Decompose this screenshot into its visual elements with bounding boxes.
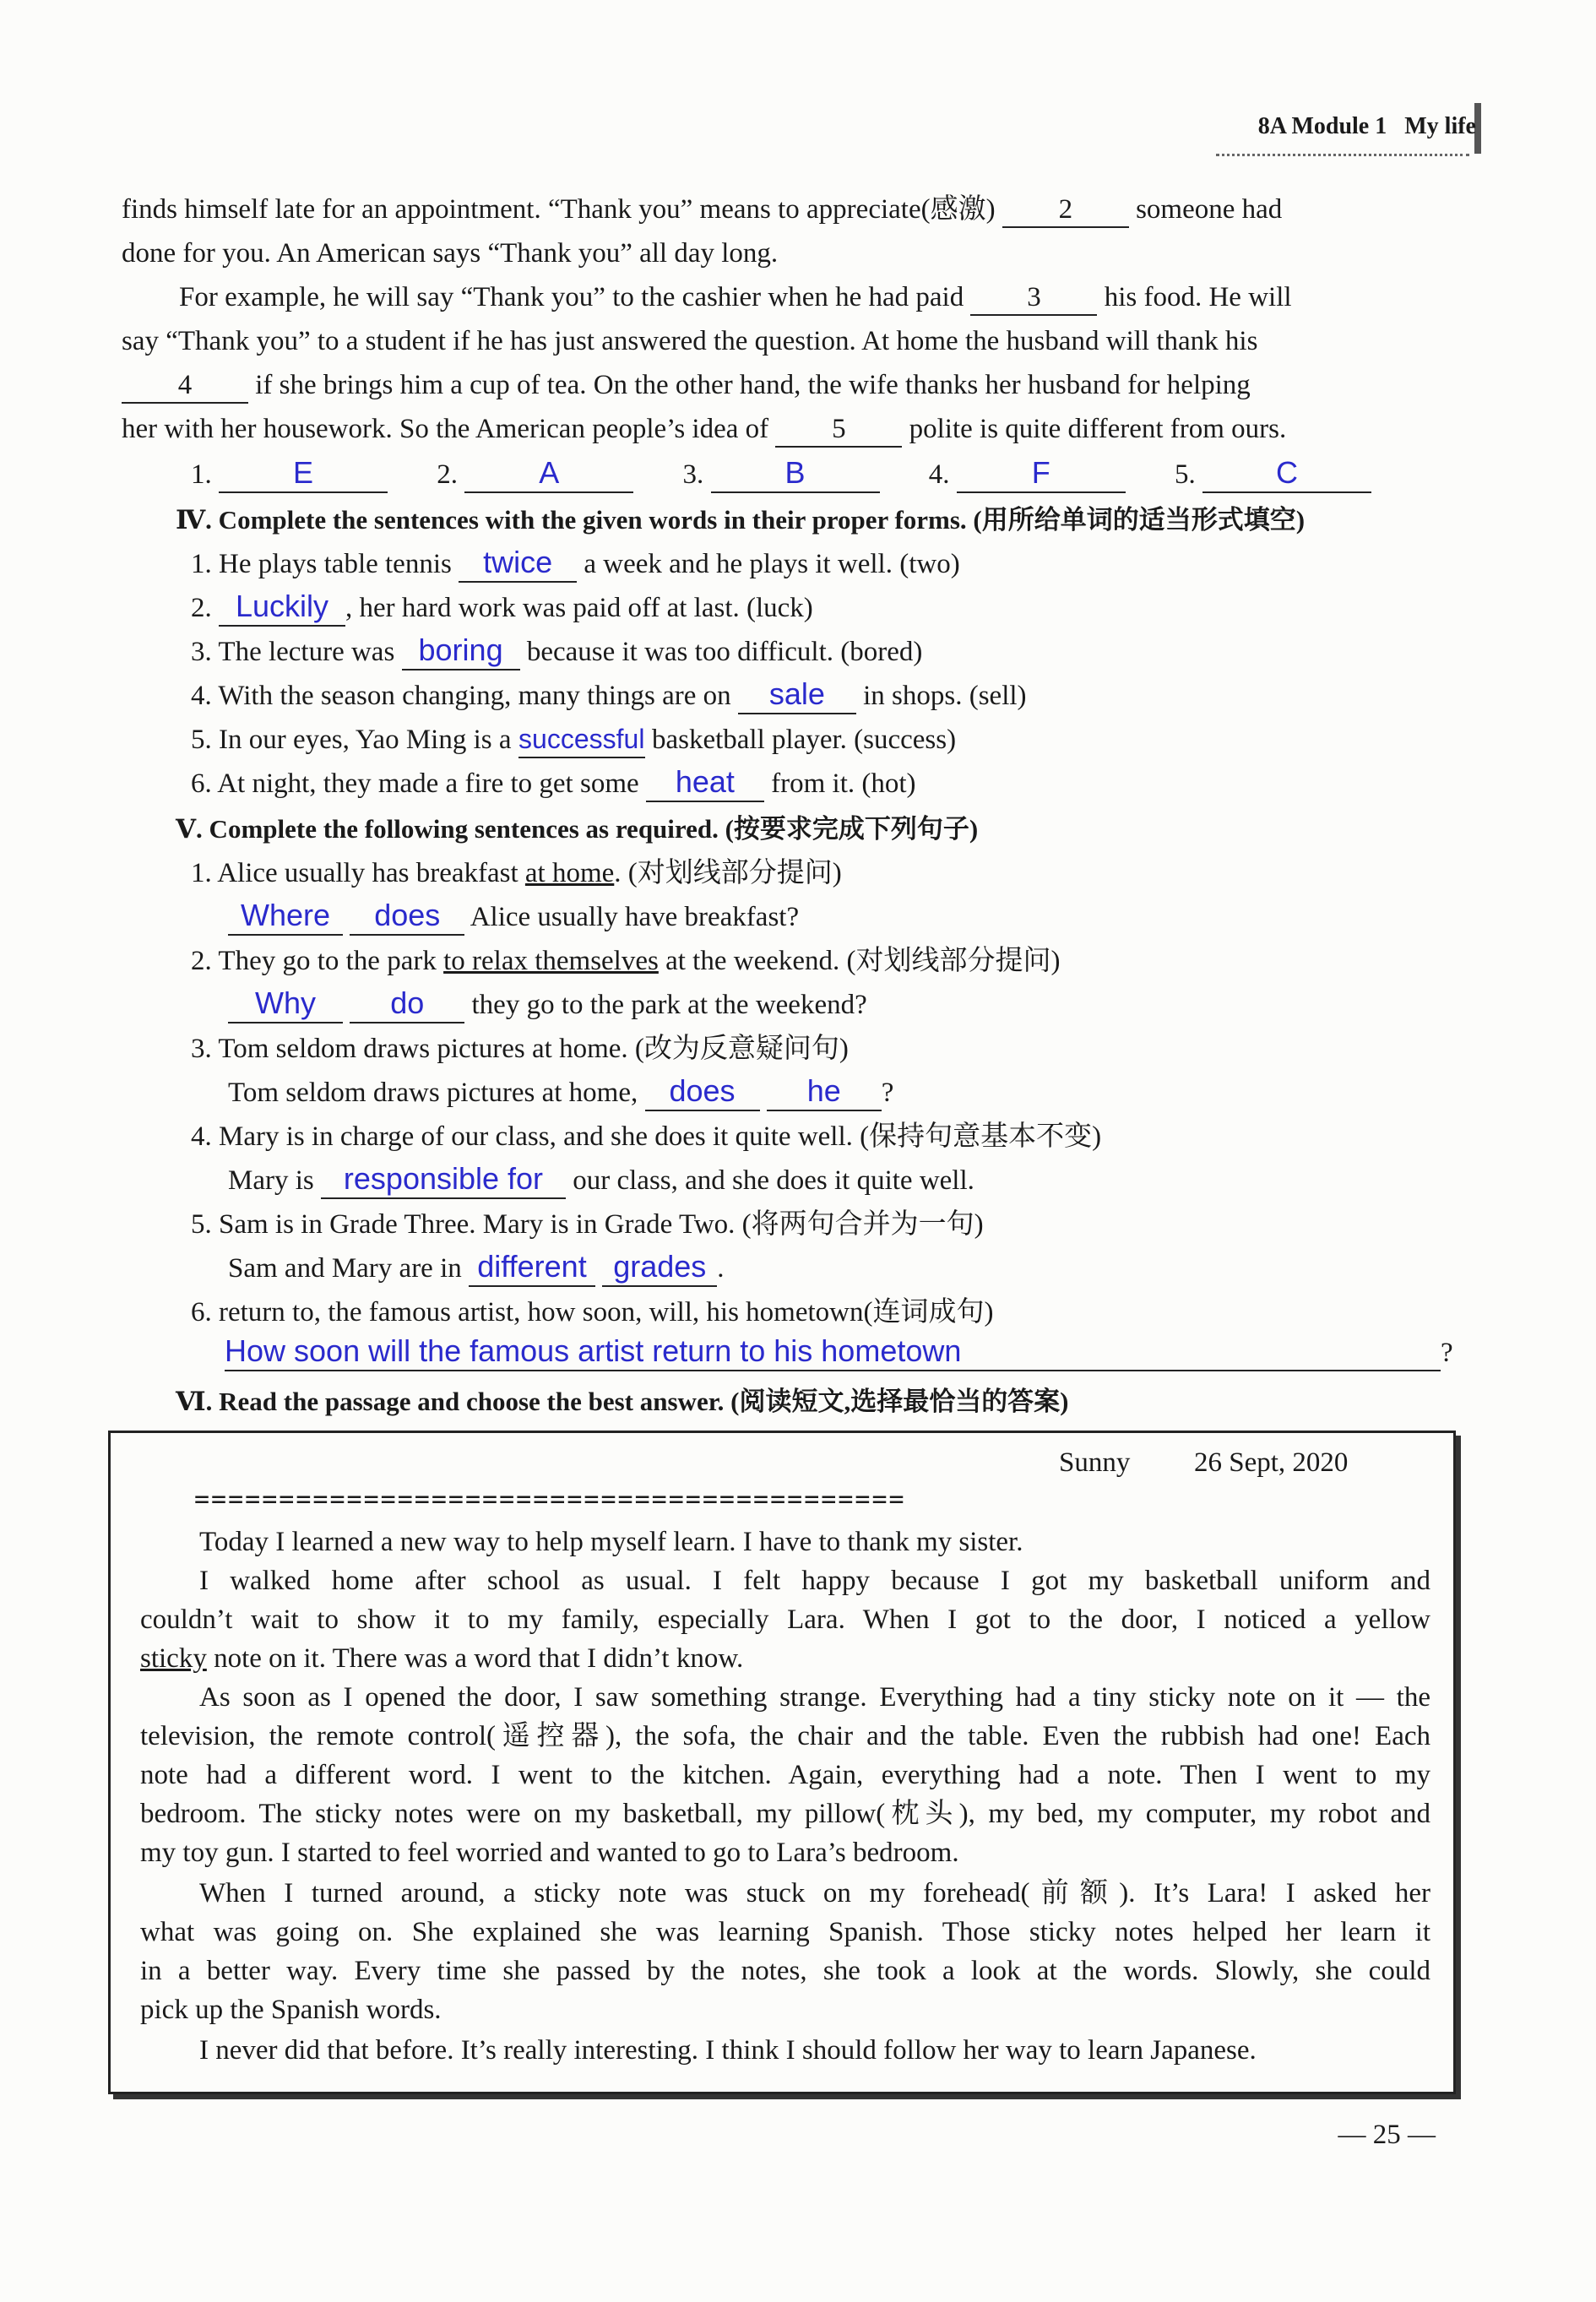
answer-number: 4. [928,459,950,490]
answer-text: How soon will the famous artist return to his hometown [225,1333,962,1368]
intro-text: his food. He will [1104,282,1292,312]
item-text: Alice usually has breakfast [217,858,525,888]
answer-text: heat [675,764,735,799]
section-5-title: Ⅴ. Complete the following sentences as required. (按要求完成下列句子) [176,814,979,844]
item-text: Mary is in charge of our class, and she does it quite well. (保持句意基本不变) [219,1121,1102,1152]
s5-q4 [191,1115,1101,1159]
intro-text: if she brings him a cup of tea. On the other hand, the wife thanks her husband for helping [255,370,1251,400]
underlined-phrase: at home [524,858,615,888]
diary-separator: ========================================== [194,1485,906,1514]
item-number: 1. [191,858,212,888]
answer-field-5[interactable] [1202,456,1371,493]
s5-q6-answer [225,1331,1453,1375]
answer-text: Where [240,898,331,932]
s4-answer-1[interactable] [459,546,577,583]
answer-text: E [292,455,313,490]
answer-text: responsible for [343,1161,544,1196]
s5-q5-answer [228,1246,725,1290]
diary-p5: I never did that before. It’s really interesting. I think I should follow her way to learn Japanese. [199,2035,1257,2066]
answer-text: boring [418,633,503,667]
diary-weather: Sunny [1059,1447,1131,1478]
item-number: 2. [191,946,212,976]
diary-p2-l3 [140,1637,743,1680]
underlined-word: sticky [140,1643,207,1674]
intro-text: polite is quite different from ours. [909,414,1287,444]
blank-number: 4 [177,370,193,400]
item-number: 3. [191,1034,212,1064]
s4-answer-6[interactable] [646,765,764,802]
intro-line-1 [122,187,1282,231]
answer-text: B [784,455,806,490]
answer-number: 1. [191,459,212,490]
item-number: 6. [191,768,212,799]
item-text: Sam is in Grade Three. Mary is in Grade Two. (将两句合并为一句) [219,1209,984,1240]
intro-text: For example, he will say “Thank you” to the cashier when he had paid [179,282,964,312]
diary-p4-l1: When I turned around, a sticky note was stuck on my forehead(前额). It’s Lara! I asked her [199,1878,1430,1908]
blank-4 [122,368,248,404]
item-text: Alice usually have breakfast? [470,902,800,932]
item-text: Tom seldom draws pictures at home, [228,1078,638,1108]
s5-q1-answer [228,895,799,939]
item-number: 5. [191,725,212,755]
answer-text: he [806,1073,841,1108]
intro-text: finds himself late for an appointment. “Thank you” means to appreciate(感激) [122,194,996,225]
diary-p3-l1: As soon as I opened the door, I saw something strange. Everything had a tiny sticky note on it — the [199,1682,1430,1713]
s5-q2 [191,939,1061,983]
item-text: Tom seldom draws pictures at home. (改为反意疑问句) [218,1034,849,1064]
s4-answer-3[interactable] [402,633,520,671]
answer-text: Why [255,985,316,1020]
answer-number: 5. [1175,459,1196,490]
page-header [1258,113,1476,140]
blank-number: 3 [1027,282,1041,312]
s4-answer-2[interactable] [219,589,345,627]
item-text: they go to the park at the weekend? [471,990,867,1020]
answer-text: successful [518,724,645,754]
intro-line-3 [179,275,1292,319]
diary-date: 26 Sept, 2020 [1194,1447,1349,1478]
blank-number: 2 [1058,194,1073,225]
answer-text: C [1276,455,1298,490]
header-topic: My life [1404,113,1476,139]
diary-p3-l5: my toy gun. I started to feel worried and wanted to go to Lara’s bedroom. [140,1838,959,1868]
item-text: our class, and she does it quite well. [573,1165,974,1196]
intro-line-5 [122,363,1251,407]
s5-q2-blank-1[interactable] [228,986,343,1023]
s5-q2-blank-2[interactable] [350,986,464,1023]
diary-p3-l3: note had a different word. I went to the kitchen. Again, everything had a note. Then I went to my [140,1760,1430,1790]
answer-text: F [1031,455,1050,490]
diary-text: note on it. There was a word that I didn’t know. [206,1643,744,1674]
diary-p2-l2: couldn’t wait to show it to my family, especially Lara. When I got to the door, I noticed a yellow [140,1604,1430,1635]
header-module: 8A Module 1 [1257,113,1387,139]
item-text: . (对划线部分提问) [614,858,842,888]
s4-item-4 [191,674,1027,718]
s5-q3-blank-2[interactable] [767,1074,882,1111]
item-text: Sam and Mary are in [228,1253,462,1284]
item-number: 1. [191,549,212,579]
answer-number: 2. [437,459,458,490]
answer-text: grades [613,1249,707,1284]
item-number: 5. [191,1209,212,1240]
answer-text: A [539,455,560,490]
s5-q4-blank[interactable] [321,1162,566,1199]
s4-item-1 [191,542,960,586]
s5-q5 [191,1203,984,1246]
answer-text: does [374,898,441,932]
s5-q1-blank-1[interactable] [228,899,343,936]
answer-field-1[interactable] [219,456,388,493]
s4-item-3 [191,630,922,674]
diary-p4-l2: what was going on. She explained she was learning Spanish. Those sticky notes helped her learn it [140,1917,1430,1947]
underlined-phrase: to relax themselves [443,946,659,976]
diary-p2-l1: I walked home after school as usual. I felt happy because I got my basketball uniform and [199,1566,1430,1596]
item-text: In our eyes, Yao Ming is a [219,725,512,755]
s5-q3-answer [228,1071,893,1115]
item-number: 4. [191,681,212,711]
item-text: The lecture was [218,637,395,667]
item-text: return to, the famous artist, how soon, will, his hometown(连词成句) [219,1297,994,1327]
answer-field-3[interactable] [711,456,880,493]
s5-q3 [191,1027,849,1071]
item-text: With the season changing, many things are on [218,681,731,711]
answer-text: different [477,1249,587,1284]
item-text: At night, they made a fire to get some [217,768,639,799]
s5-q5-blank-1[interactable] [469,1250,595,1287]
item-number: 2. [191,593,212,623]
intro-line-6 [122,407,1286,451]
header-divider [1216,154,1469,156]
item-text: , her hard work was paid off at last. (luck) [345,593,813,623]
s5-q1 [191,851,842,895]
item-number: 3. [191,637,212,667]
answers-row [191,453,1371,497]
intro-line-2: done for you. An American says “Thank you” all day long. [122,238,779,269]
section-6-title: Ⅵ. Read the passage and choose the best answer. (阅读短文,选择最恰当的答案) [176,1387,1069,1416]
answer-text: Luckily [235,589,329,623]
intro-text: someone had [1136,194,1283,225]
s4-item-5 [191,718,956,762]
section-4-title: Ⅳ. Complete the sentences with the given words in their proper forms. (用所给单词的适当形式填空) [176,505,1306,535]
blank-5 [775,412,902,448]
item-text: ? [1441,1338,1453,1368]
diary-p4-l4: pick up the Spanish words. [140,1995,442,2025]
diary-p4-l3: in a better way. Every time she passed by the notes, she took a look at the words. Slowly, she could [140,1956,1430,1986]
s5-q5-blank-2[interactable] [602,1250,717,1287]
item-text: at the weekend. (对划线部分提问) [658,946,1061,976]
item-text: because it was too difficult. (bored) [526,637,923,667]
s4-item-2 [191,586,813,630]
item-text: He plays table tennis [219,549,452,579]
item-text: a week and he plays it well. (two) [584,549,960,579]
item-number: 6. [191,1297,212,1327]
intro-line-4: say “Thank you” to a student if he has just answered the question. At home the husband will thank his [122,326,1258,356]
diary-p3-l4: bedroom. The sticky notes were on my basketball, my pillow(枕头), my bed, my computer, my robot and [140,1799,1430,1829]
s5-q6 [191,1290,993,1334]
answer-field-4[interactable] [957,456,1126,493]
item-text: . [717,1253,725,1284]
s4-item-6 [191,762,916,806]
s4-answer-5[interactable] [518,722,645,758]
diary-p1: Today I learned a new way to help myself learn. I have to thank my sister. [199,1527,1023,1557]
item-text: ? [881,1078,894,1108]
blank-3 [970,280,1097,316]
s5-q1-blank-2[interactable] [350,899,464,936]
answer-text: does [669,1073,736,1108]
answer-text: twice [483,545,553,579]
page-number: — 25 — [1338,2120,1436,2150]
item-text: in shops. (sell) [863,681,1027,711]
blank-number: 5 [832,414,846,444]
s4-answer-4[interactable] [738,677,856,714]
diary-p3-l2: television, the remote control(遥控器), the sofa, the chair and the table. Even the rubbish had one! Each [140,1721,1430,1751]
answer-text: sale [768,676,825,711]
item-text: They go to the park [218,946,444,976]
s5-q3-blank-1[interactable] [645,1074,760,1111]
item-number: 4. [191,1121,212,1152]
s5-q4-answer [228,1159,974,1203]
s5-q6-blank[interactable] [225,1334,1441,1371]
intro-text: her with her housework. So the American people’s idea of [122,414,769,444]
blank-2 [1002,193,1129,228]
item-text: Mary is [228,1165,314,1196]
answer-number: 3. [682,459,704,490]
item-text: from it. (hot) [771,768,916,799]
answer-field-2[interactable] [464,456,633,493]
item-text: basketball player. (success) [651,725,957,755]
s5-q2-answer [228,983,867,1027]
answer-text: do [390,985,425,1020]
